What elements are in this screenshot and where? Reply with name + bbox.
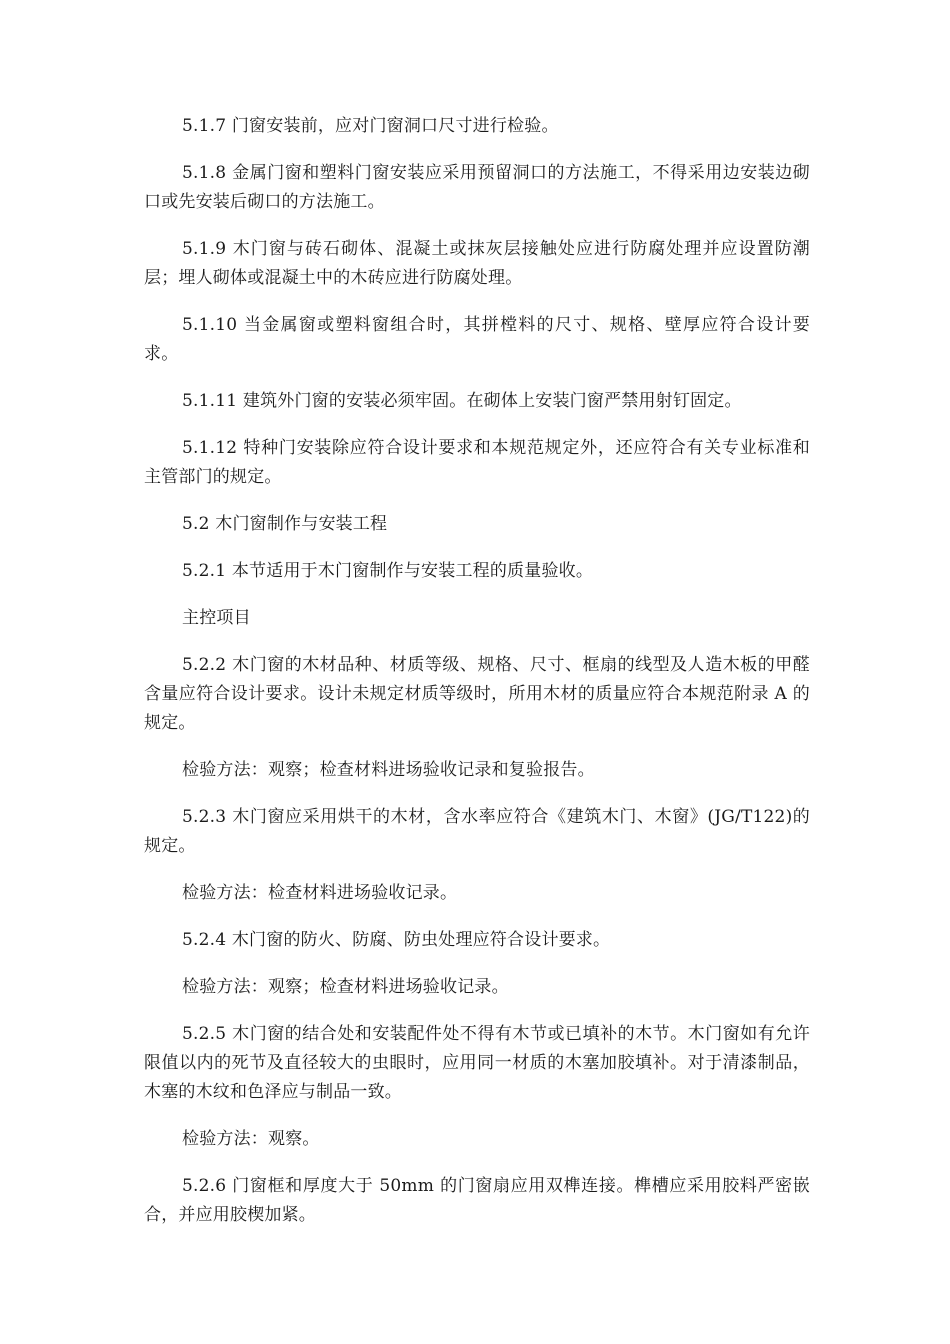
- clause-5-2-4: 5.2.4 木门窗的防火、防腐、防虫处理应符合设计要求。: [182, 930, 611, 950]
- inspection-method: 检验方法：观察；检查材料进场验收记录。: [182, 977, 509, 997]
- inspection-method: 检验方法：观察。: [182, 1129, 320, 1149]
- clause-5-1-12: 5.1.12 特种门安装除应符合设计要求和本规范规定外，还应符合有关专业标准和主管部门的规定。: [144, 438, 810, 487]
- inspection-method: 检验方法：检查材料进场验收记录。: [182, 883, 458, 903]
- clause-5-2-3: 5.2.3 木门窗应采用烘干的木材，含水率应符合《建筑木门、木窗》(JG/T122)的规定。: [144, 807, 810, 856]
- document-body: [144, 112, 810, 1248]
- clause-5-1-9: 5.1.9 木门窗与砖石砌体、混凝土或抹灰层接触处应进行防腐处理并应设置防潮层；埋人砌体或混凝土中的木砖应进行防腐处理。: [144, 239, 810, 288]
- clause-5-1-8: 5.1.8 金属门窗和塑料门窗安装应采用预留洞口的方法施工，不得采用边安装边砌口或先安装后砌口的方法施工。: [144, 163, 810, 212]
- clause-5-2-6: 5.2.6 门窗框和厚度大于 50mm 的门窗扇应用双榫连接。榫槽应采用胶料严密嵌合，并应用胶楔加紧。: [144, 1176, 810, 1225]
- clause-5-2-1: 5.2.1 本节适用于木门窗制作与安装工程的质量验收。: [182, 561, 594, 581]
- subheading-main-control-items: 主控项目: [182, 608, 251, 628]
- clause-5-1-7: 5.1.7 门窗安装前，应对门窗洞口尺寸进行检验。: [182, 116, 559, 136]
- inspection-method: 检验方法：观察；检查材料进场验收记录和复验报告。: [182, 760, 595, 780]
- clause-5-2-5: 5.2.5 木门窗的结合处和安装配件处不得有木节或已填补的木节。木门窗如有允许限值以内的死节及直径较大的虫眼时，应用同一材质的木塞加胶填补。对于清漆制品，木塞的木纹和色泽应与制品一致。: [144, 1024, 810, 1102]
- section-heading-5-2: 5.2 木门窗制作与安装工程: [182, 514, 388, 534]
- clause-5-1-11: 5.1.11 建筑外门窗的安装必须牢固。在砌体上安装门窗严禁用射钉固定。: [182, 391, 742, 411]
- clause-5-1-10: 5.1.10 当金属窗或塑料窗组合时，其拼樘料的尺寸、规格、壁厚应符合设计要求。: [144, 315, 810, 364]
- clause-5-2-2: 5.2.2 木门窗的木材品种、材质等级、规格、尺寸、框扇的线型及人造木板的甲醛含量应符合设计要求。设计未规定材质等级时，所用木材的质量应符合本规范附录 A 的规定。: [144, 655, 810, 733]
